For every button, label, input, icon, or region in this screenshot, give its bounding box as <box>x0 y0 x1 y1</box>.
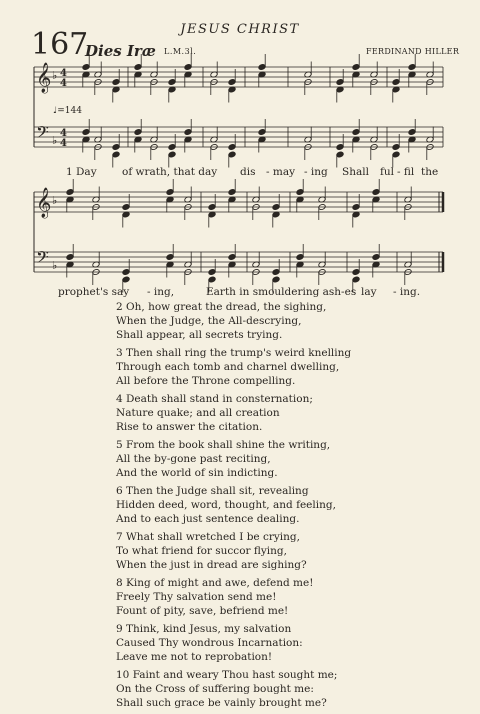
page-header: JESUS CHRIST <box>180 22 300 37</box>
flat-sign: ♭ <box>52 69 58 82</box>
lyric-syllable: ful <box>380 166 395 178</box>
lyric-syllable: - ing, <box>147 286 175 298</box>
verse <box>116 392 351 434</box>
lyric-syllable: lay <box>361 286 377 298</box>
verse-line: 6 Then the Judge shall sit, revealing <box>116 485 309 497</box>
lyric-syllable: dis <box>240 166 256 178</box>
verse-line: Shall appear, all secrets trying. <box>116 329 283 341</box>
verse <box>116 668 351 710</box>
composer: FERDINAND HILLER <box>366 47 460 56</box>
lyric-syllable: of wrath, that day <box>122 166 218 178</box>
lyric-syllable: Earth in smouldering ash-es <box>206 286 357 298</box>
bass-clef: 𝄢 <box>36 122 49 146</box>
time-signature: 4 <box>60 78 67 89</box>
verse-line: 10 Faint and weary Thou hast sought me; <box>116 669 338 681</box>
lyric-syllable: the <box>421 166 439 178</box>
verse-line: Rise to answer the citation. <box>116 421 263 433</box>
verse <box>116 622 351 664</box>
treble-clef: 𝄞 <box>36 188 52 218</box>
lyric-syllable: prophet's say <box>58 286 130 298</box>
verse-line: And to each just sentence dealing. <box>116 513 300 525</box>
verse <box>116 438 351 480</box>
verse-line: Nature quake; and all creation <box>116 407 280 419</box>
verse-line: Through each tomb and charnel dwelling, <box>116 361 340 373</box>
verse-line: Freely Thy salvation send me! <box>116 591 277 603</box>
verse-line: 3 Then shall ring the trump's weird knelling <box>116 347 352 359</box>
verse-line: When the Judge, the All-descrying, <box>116 315 302 327</box>
flat-sign: ♭ <box>52 194 58 207</box>
verse-line: Leave me not to reprobation! <box>116 651 273 663</box>
verse-line: 5 From the book shall shine the writing, <box>116 439 331 451</box>
verse-line: 9 Think, kind Jesus, my salvation <box>116 623 292 635</box>
lyric-syllable: Shall <box>342 166 369 178</box>
lyric-syllable: - fil <box>397 166 415 178</box>
lyric-syllable: - ing <box>304 166 328 178</box>
verse-line: 7 What shall wretched I be crying, <box>116 531 300 543</box>
verse-line: On the Cross of suffering bought me: <box>116 683 314 695</box>
verse <box>116 346 351 388</box>
verse-line: When the just in dread are sighing? <box>116 559 307 571</box>
lyric-syllable: 1 Day <box>66 166 97 178</box>
flat-sign: ♭ <box>52 259 58 272</box>
verse-line: To what friend for succor flying, <box>116 545 287 557</box>
verses <box>116 300 351 714</box>
verse-line: 4 Death shall stand in consternation; <box>116 393 313 405</box>
verse <box>116 300 351 342</box>
meter: L.M.3l. <box>164 47 197 56</box>
flat-sign: ♭ <box>52 134 58 147</box>
lyric-syllable: - may <box>266 166 296 178</box>
time-signature: 4 <box>60 138 67 149</box>
treble-clef: 𝄞 <box>36 63 52 93</box>
verse-line: 8 King of might and awe, defend me! <box>116 577 314 589</box>
verse-line: All before the Throne compelling. <box>116 375 296 387</box>
lyric-syllable: - ing. <box>393 286 421 298</box>
hymn-number: 167 <box>31 27 89 62</box>
verse-line: 2 Oh, how great the dread, the sighing, <box>116 301 327 313</box>
verse <box>116 576 351 618</box>
verse-line: Hidden deed, word, thought, and feeling, <box>116 499 336 511</box>
metronome-mark: ♩=144 <box>53 106 82 116</box>
verse-line: And the world of sin indicting. <box>116 467 278 479</box>
time-signature: 4 <box>60 128 67 139</box>
verse <box>116 484 351 526</box>
tune-name: Dies Iræ <box>85 42 156 60</box>
verse-line: Shall such grace be vainly brought me? <box>116 697 327 709</box>
verse-line: Caused Thy wondrous Incarnation: <box>116 637 303 649</box>
music-notation <box>0 0 480 300</box>
time-signature: 4 <box>60 68 67 79</box>
verse-line: All the by-gone past reciting, <box>116 453 271 465</box>
verse <box>116 530 351 572</box>
bass-clef: 𝄢 <box>36 247 49 271</box>
verse-line: Fount of pity, save, befriend me! <box>116 605 289 617</box>
